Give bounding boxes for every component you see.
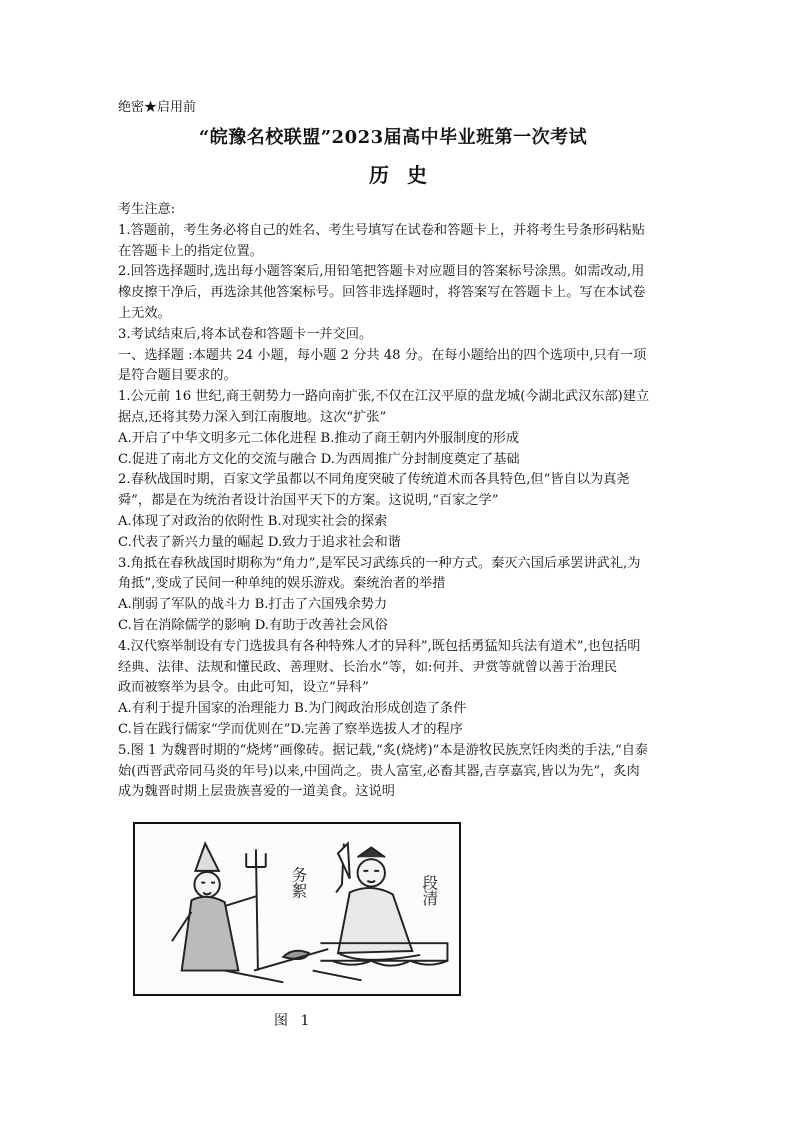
text-line: 成为魏晋时期上层贵族喜爱的一道美食。这说明 bbox=[118, 784, 395, 800]
text-line: 上无效。 bbox=[118, 305, 171, 321]
text-line: 一、选择题 :本题共 24 小题，每小题 2 分共 48 分。在每小题给出的四个选项中,只有一项 bbox=[118, 347, 647, 363]
text-line: C.促进了南北方文化的交流与融合 D.为西周推广分封制度奠定了基础 bbox=[118, 451, 520, 467]
text-line: 在答题卡上的指定位置。 bbox=[118, 243, 264, 259]
text-line: 据点,还将其势力深入到江南腹地。这次“扩张” bbox=[118, 409, 387, 425]
text-line: 1.答题前，考生务必将自己的姓名、考生号填写在试卷和答题卡上，并将考生号条形码粘贴 bbox=[118, 222, 645, 238]
exam-title: “皖豫名校联盟”2023届高中毕业班第一次考试 bbox=[198, 127, 588, 148]
inscription-left: 务絮 bbox=[289, 866, 309, 899]
text-line: 3.角抵在春秋战国时期称为“角力”,是军民习武练兵的一种方式。秦灭六国后承罢讲武礼,为 bbox=[118, 555, 641, 571]
text-line: C.代表了新兴力量的崛起 D.致力于追求社会和谐 bbox=[118, 534, 401, 550]
text-line: 是符合题目要求的。 bbox=[118, 368, 237, 384]
text-line: 3.考试结束后,将本试卷和答题卡一并交回。 bbox=[118, 326, 373, 342]
text-line: 舜”，都是在为统治者设计治国平天下的方案。这说明,“百家之学” bbox=[118, 493, 499, 509]
exam-page bbox=[118, 96, 678, 803]
text-line: 1.公元前 16 世纪,商王朝势力一路向南扩张,不仅在江汉平原的盘龙城(今湖北武汉东部)建立 bbox=[118, 389, 650, 405]
text-line: 始(西晋武帝同马炎的年号)以来,中国尚之。贵人富室,必畜其器,吉享嘉宾,皆以为先”，炙肉 bbox=[118, 763, 640, 779]
subject-title: 历史 bbox=[369, 163, 445, 187]
text-line: A.削弱了军队的战斗力 B.打击了六国残余势力 bbox=[118, 597, 388, 613]
text-line: A.开启了中华文明多元二体化进程 B.推动了商王朝内外服制度的形成 bbox=[118, 430, 520, 446]
brick-painting-illustration bbox=[135, 824, 459, 994]
text-line: 2.回答选择题时,选出每小题答案后,用铅笔把答题卡对应题目的答案标号涂黑。如需改动,用 bbox=[118, 264, 645, 280]
inscription-right: 段清 bbox=[420, 874, 440, 907]
figure-1-brick-painting bbox=[133, 822, 461, 996]
text-line: A.体现了对政治的依附性 B.对现实社会的探索 bbox=[118, 513, 388, 529]
text-line: C.旨在消除儒学的影响 D.有助于改善社会风俗 bbox=[118, 617, 388, 633]
text-line: 2.春秋战国时期，百家文学虽都以不同角度突破了传统道术而各具特色,但“皆自以为真尧 bbox=[118, 472, 630, 488]
text-line: 政而被察举为县令。由此可知，设立“异科” bbox=[118, 680, 369, 696]
text-line: 角抵”,变成了民间一种单纯的娱乐游戏。秦统治者的举措 bbox=[118, 576, 446, 592]
text-line: C.旨在践行儒家“学而优则在”D.完善了察举选拔人才的程序 bbox=[118, 721, 463, 737]
figure-caption: 图 1 bbox=[274, 1013, 314, 1029]
text-line: 橡皮擦干净后，再选涂其他答案标号。回答非选择题时，将答案写在答题卡上。写在本试卷 bbox=[118, 285, 646, 301]
text-line: 考生注意: bbox=[118, 202, 176, 217]
secret-label: 绝密★启用前 bbox=[118, 100, 197, 115]
text-line: A.有利于提升国家的治理能力 B.为门阀政治形成创造了条件 bbox=[118, 701, 467, 717]
text-line: 5.图 1 为魏晋时期的“烧烤”画像砖。据记载,“炙(烧烤)”本是游牧民族烹饪肉类的手法,“自泰 bbox=[118, 742, 649, 758]
exam-body bbox=[118, 200, 678, 803]
text-line: 经典、法律、法规和懂民政、善理财、长治水”等，如:何并、尹赏等就曾以善于治理民 bbox=[118, 659, 618, 675]
text-line: 4.汉代察举制设有专门选拔具有各种特殊人才的异科”,既包括勇猛知兵法有道术”,也包括明 bbox=[118, 638, 641, 654]
